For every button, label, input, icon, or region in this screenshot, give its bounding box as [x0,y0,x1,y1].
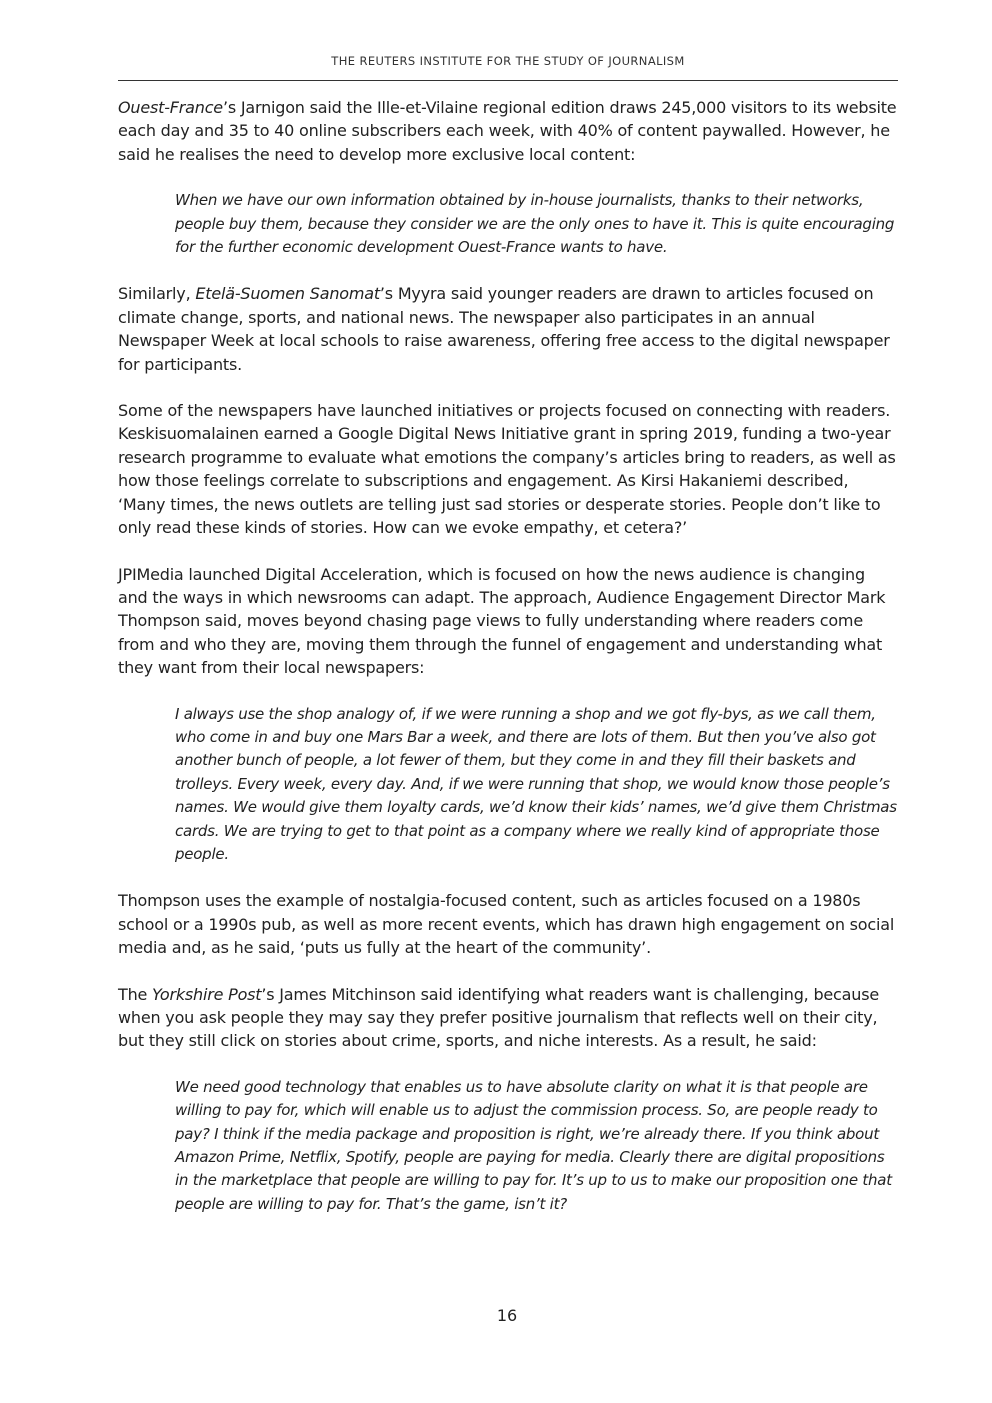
paragraph-nostalgia: Thompson uses the example of nostalgia-focused content, such as articles focused on a 1980s school or a 1990s pub, as well as more recent events, which has drawn high engagement on social media and, as he said, ‘puts us fully at the heart of the community’. [118,891,895,958]
paragraph-lead: The [118,984,153,1004]
publication-name: Yorkshire Post [152,984,262,1004]
page-body [118,96,898,1239]
paragraph-lead: Similarly, [118,284,196,304]
paragraph-text: ’s Myyra said younger readers are drawn to articles focused on climate change, sports, and national news. The newspaper also participates in an annual Newspaper Week at local schools to raise awareness, offering free access to the digital newspaper for participants. [118,284,890,374]
block-quote-mitchinson: We need good technology that enables us to have absolute clarity on what it is that people are willing to pay for, which will enable us to adjust the commission process. So, are people ready to pay? I think if the media package and proposition is right, we’re already there. If you think about Amazon Prime, Netflix, Spotify, people are paying for media. Clearly there are digital propositions in the marketplace that people are willing to pay for. It’s up to us to make our proposition one that people are willing to pay for. That’s the game, isn’t it? [175,1077,892,1213]
paragraph-ouest-france [118,96,898,166]
paragraph-yorkshire-post [118,983,898,1053]
paragraph-text: ’s James Mitchinson said identifying what readers want is challenging, because when you ask people they may say they prefer positive journalism that reflects well on their city, but they still click on stories about crime, sports, and niche interests. As a result, he said: [118,984,879,1051]
header-rule [118,80,898,81]
block-quote-thompson: I always use the shop analogy of, if we were running a shop and we got fly-bys, as we call them, who come in and buy one Mars Bar a week, and there are lots of them. But then you’ve also got another bunch of people, a lot fewer of them, but they come in and they fill their baskets and trolleys. Every week, every day. And, if we were running that shop, we would know those people’s names. We would give them loyalty cards, we’d know their kids’ names, we’d give them Christmas cards. We are trying to get to that point as a company where we really kind of appropriate those people. [175,704,897,863]
paragraph-text: ’s Jarnigon said the Ille-et-Vilaine regional edition draws 245,000 visitors to its website each day and 35 to 40 online subscribers each week, with 40% of content paywalled. However, he said he realises the need to develop more exclusive local content: [118,98,897,164]
paragraph-keskisuomalainen: Some of the newspapers have launched initiatives or projects focused on connecting with readers. Keskisuomalainen earned a Google Digital News Initiative grant in spring 2019, funding a two-year research programme to evaluate what emotions the company’s articles bring to readers, as well as how those feelings correlate to subscriptions and engagement. As Kirsi Hakaniemi described, ‘Many times, the news outlets are telling just sad stories or desperate stories. People don’t like to only read these kinds of stories. How can we evoke empathy, et cetera?’ [118,401,896,538]
running-header: THE REUTERS INSTITUTE FOR THE STUDY OF JOURNALISM [331,54,685,68]
paragraph-jpimedia: JPIMedia launched Digital Acceleration, which is focused on how the news audience is changing and the ways in which newsrooms can adapt. The approach, Audience Engagement Director Mark Thompson said, moves beyond chasing page views to fully understanding where readers come from and who they are, moving them through the funnel of engagement and understanding what they want from their local newspapers: [118,564,886,678]
publication-name: Etelä-Suomen Sanomat [195,284,380,304]
paragraph-etela-suomen [118,282,898,376]
publication-name: Ouest-France [118,98,223,117]
page-number: 16 [496,1306,518,1325]
block-quote-jarnigon: When we have our own information obtained by in-house journalists, thanks to their networks, people buy them, because they consider we are the only ones to have it. This is quite encouraging for the further economic development Ouest-France wants to have. [175,191,895,257]
